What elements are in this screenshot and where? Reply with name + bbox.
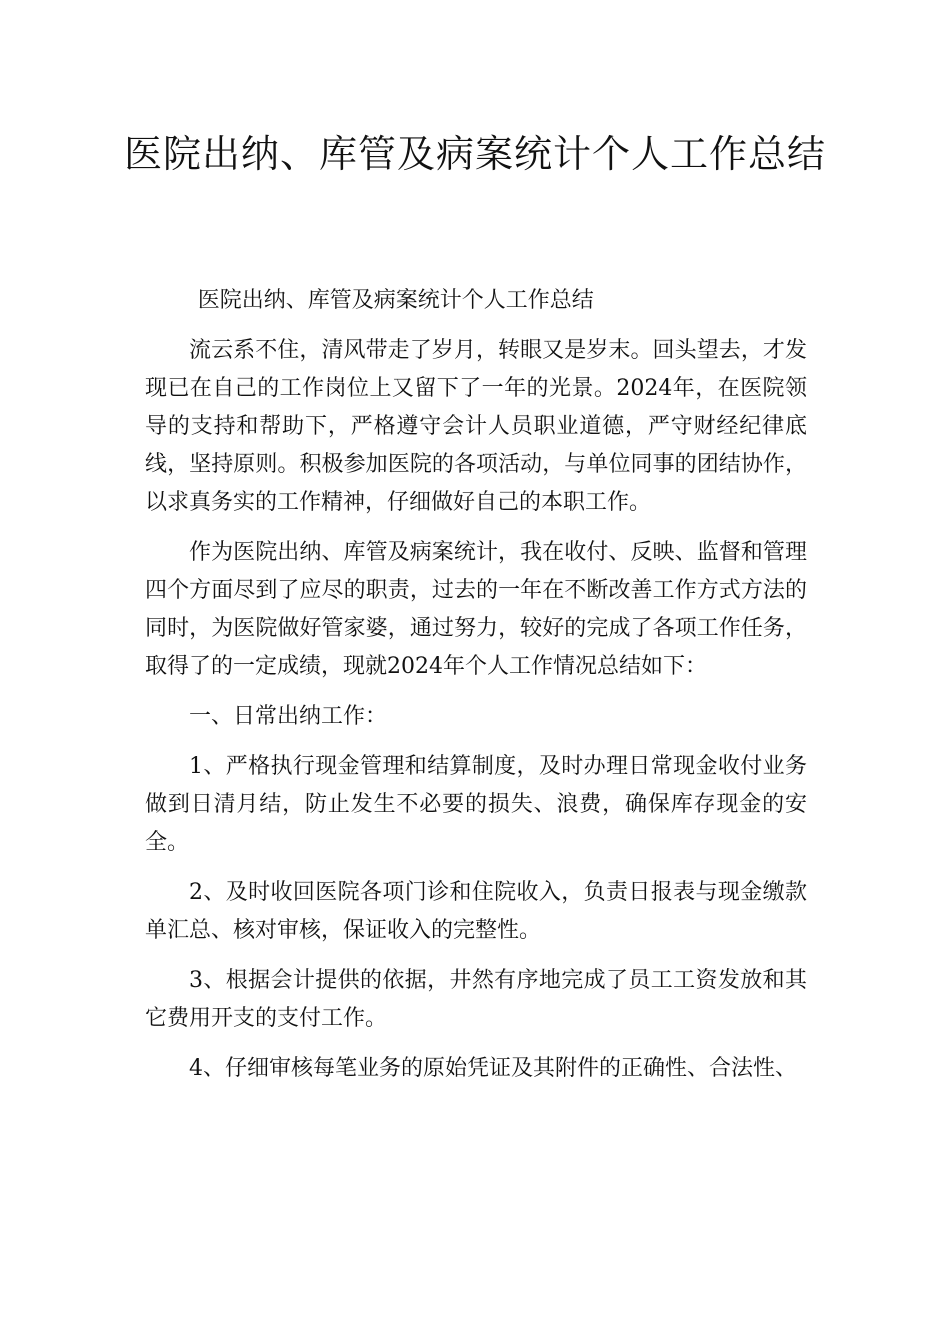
document-subtitle: 医院出纳、库管及病案统计个人工作总结	[197, 288, 594, 313]
list-item-2: 2、及时收回医院各项门诊和住院收入，负责日报表与现金缴款单汇总、核对审核，保证收入的完整性。	[145, 880, 807, 943]
section-heading-cashier: 一、日常出纳工作：	[189, 704, 388, 729]
document-title: 医院出纳、库管及病案统计个人工作总结	[123, 132, 826, 176]
document-body	[145, 282, 807, 1100]
list-item-3: 3、根据会计提供的依据，井然有序地完成了员工工资发放和其它费用开支的支付工作。	[145, 968, 807, 1031]
paragraph-role: 作为医院出纳、库管及病案统计，我在收付、反映、监督和管理四个方面尽到了应尽的职责，过去的一年在不断改善工作方式方法的同时，为医院做好管家婆，通过努力，较好的完成了各项工作任务，取得了的一定成绩，现就2024年个人工作情况总结如下：	[145, 540, 807, 679]
paragraph-intro: 流云系不住，清风带走了岁月，转眼又是岁末。回头望去，才发现已在自己的工作岗位上又留下了一年的光景。2024年，在医院领导的支持和帮助下，严格遵守会计人员职业道德，严守财经纪律底线，坚持原则。积极参加医院的各项活动，与单位同事的团结协作，以求真务实的工作精神，仔细做好自己的本职工作。	[145, 338, 807, 515]
list-item-4: 4、仔细审核每笔业务的原始凭证及其附件的正确性、合法性、	[189, 1056, 797, 1081]
list-item-1: 1、严格执行现金管理和结算制度，及时办理日常现金收付业务做到日清月结，防止发生不必要的损失、浪费，确保库存现金的安全。	[145, 754, 807, 855]
